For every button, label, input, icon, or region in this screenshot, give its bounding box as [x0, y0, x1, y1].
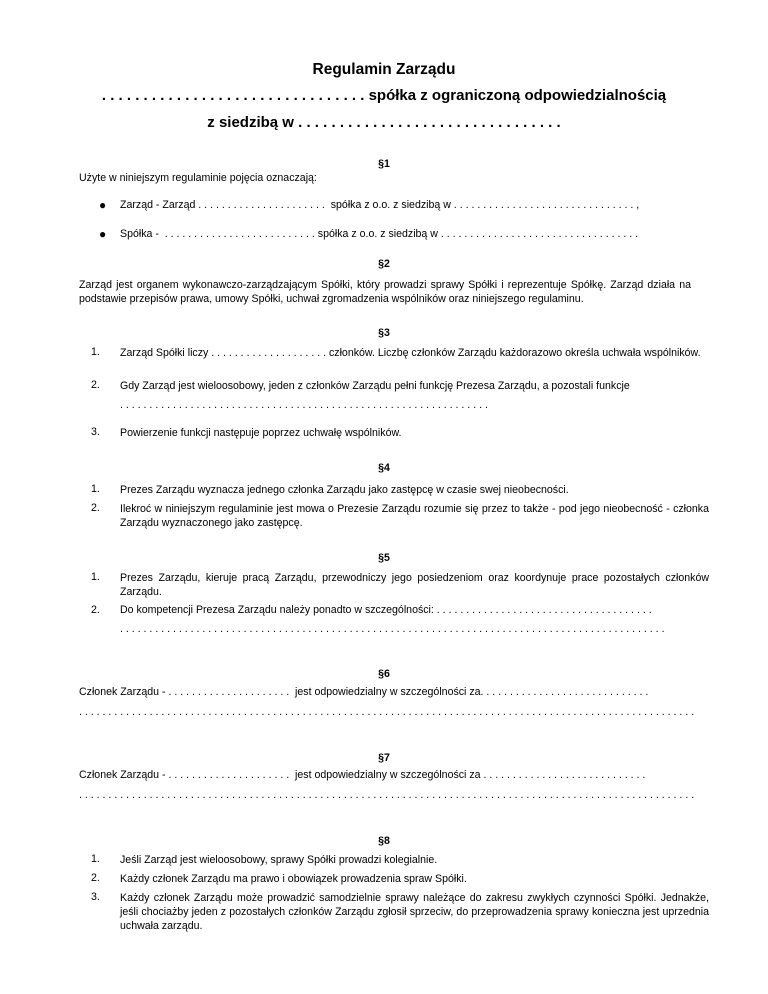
bullet-icon: ●: [99, 198, 107, 212]
section-2-text: Zarząd jest organem wykonawczo-zarządzającym Spółki, który prowadzi sprawy Spółki i reprezentuje Spółkę. Zarząd działa na podstawie przepisów prawa, umowy Spółki, uchwał zgromadzenia wspólników oraz niniejszego regulaminu.: [79, 279, 691, 305]
section-8-item: Jeśli Zarząd jest wieloosobowy, sprawy Spółki prowadzi kolegialnie.: [120, 854, 438, 866]
section-1-heading: §1: [378, 158, 390, 170]
list-number: 1.: [91, 571, 100, 583]
list-number: 3.: [91, 891, 100, 903]
section-1-item: Spółka - . . . . . . . . . . . . . . . . . . . . . . . . . . spółka z o.o. z siedzibą w . . . . . . . . . . . . . . . . . . . . . . . . . . . . . . . . . .: [120, 228, 639, 240]
section-5-item: Do kompetencji Prezesa Zarządu należy ponadto w szczególności: . . . . . . . . . . . . . . . . . . . . . . . . . . . . . . . . . . . . .: [120, 604, 652, 616]
section-1-intro: Użyte w niniejszym regulaminie pojęcia oznaczają:: [79, 172, 317, 184]
section-5-heading: §5: [378, 552, 390, 564]
list-number: 2.: [91, 502, 100, 514]
section-5-blank-line: . . . . . . . . . . . . . . . . . . . . . . . . . . . . . . . . . . . . . . . . . . . . . . . . . . . . . . . . . . . . . . . . . . . . . . . . . . . . . . . . . . . . . . . . . . . . .: [120, 623, 665, 635]
list-number: 2.: [91, 872, 100, 884]
list-number: 2.: [91, 379, 100, 391]
list-number: 3.: [91, 426, 100, 438]
list-number: 2.: [91, 604, 100, 616]
list-number: 1.: [91, 346, 100, 358]
section-6-heading: §6: [378, 668, 390, 680]
section-8-item: Każdy członek Zarządu może prowadzić samodzielnie sprawy należące do zakresu zwykłych czynności Spółki. Jednakże, jeśli chociażby jeden z pozostałych członków Zarządu zgłosił sprzeciw, do przeprowadzenia sprawy konieczna jest uprzednia uchwała zarządu.: [120, 892, 709, 932]
section-4-item: Ilekroć w niniejszym regulaminie jest mowa o Prezesie Zarządu rozumie się przez to także - pod jego nieobecność - członka Zarządu wyznaczonego jako zastępcę.: [120, 503, 709, 529]
section-1-item: Zarząd - Zarząd . . . . . . . . . . . . . . . . . . . . . . spółka z o.o. z siedzibą w . . . . . . . . . . . . . . . . . . . . . . . . . . . . . . . ,: [120, 199, 640, 211]
section-2-heading: §2: [378, 258, 390, 270]
section-7-text: Członek Zarządu - . . . . . . . . . . . . . . . . . . . . . jest odpowiedzialny w szczególności za . . . . . . . . . . . . . . . . . . . . . . . . . . . .: [79, 769, 646, 781]
section-6-text: Członek Zarządu - . . . . . . . . . . . . . . . . . . . . . jest odpowiedzialny w szczególności za. . . . . . . . . . . . . . . . . . . . . . . . . . . . .: [79, 686, 649, 698]
section-3-heading: §3: [378, 327, 390, 339]
section-3-item: Zarząd Spółki liczy . . . . . . . . . . . . . . . . . . . . członków. Liczbę członków Zarządu każdorazowo określa uchwała wspólników.: [120, 347, 701, 359]
document-title: Regulamin Zarządu: [312, 61, 456, 78]
section-7-heading: §7: [378, 752, 390, 764]
list-number: 1.: [91, 853, 100, 865]
section-5-item: Prezes Zarządu, kieruje pracą Zarządu, przewodniczy jego posiedzeniom oraz koordynuje prace pozostałych członków Zarządu.: [120, 572, 709, 598]
section-4-heading: §4: [378, 462, 390, 474]
list-number: 1.: [91, 483, 100, 495]
section-6-blank-line: . . . . . . . . . . . . . . . . . . . . . . . . . . . . . . . . . . . . . . . . . . . . . . . . . . . . . . . . . . . . . . . . . . . . . . . . . . . . . . . . . . . . . . . . . . . . . . . . . . . . . . . . .: [79, 706, 695, 718]
section-8-heading: §8: [378, 835, 390, 847]
section-3-blank-line: . . . . . . . . . . . . . . . . . . . . . . . . . . . . . . . . . . . . . . . . . . . . . . . . . . . . . . . . . . . . . . .: [120, 399, 488, 411]
section-3-item: Gdy Zarząd jest wieloosobowy, jeden z członków Zarządu pełni funkcję Prezesa Zarządu, a pozostali funkcje: [120, 380, 630, 392]
section-3-item: Powierzenie funkcji następuje poprzez uchwałę wspólników.: [120, 427, 402, 439]
document-subtitle-seat: z siedzibą w . . . . . . . . . . . . . . . . . . . . . . . . . . . . . . . .: [207, 114, 561, 131]
section-4-item: Prezes Zarządu wyznacza jednego członka Zarządu jako zastępcę w czasie swej nieobecności.: [120, 484, 569, 496]
bullet-icon: ●: [99, 227, 107, 241]
section-7-blank-line: . . . . . . . . . . . . . . . . . . . . . . . . . . . . . . . . . . . . . . . . . . . . . . . . . . . . . . . . . . . . . . . . . . . . . . . . . . . . . . . . . . . . . . . . . . . . . . . . . . . . . . . . .: [79, 789, 695, 801]
document-subtitle-company: . . . . . . . . . . . . . . . . . . . . . . . . . . . . . . . . spółka z ograniczoną odpowiedzialnością: [101, 87, 667, 104]
section-8-item: Każdy członek Zarządu ma prawo i obowiązek prowadzenia spraw Spółki.: [120, 873, 467, 885]
